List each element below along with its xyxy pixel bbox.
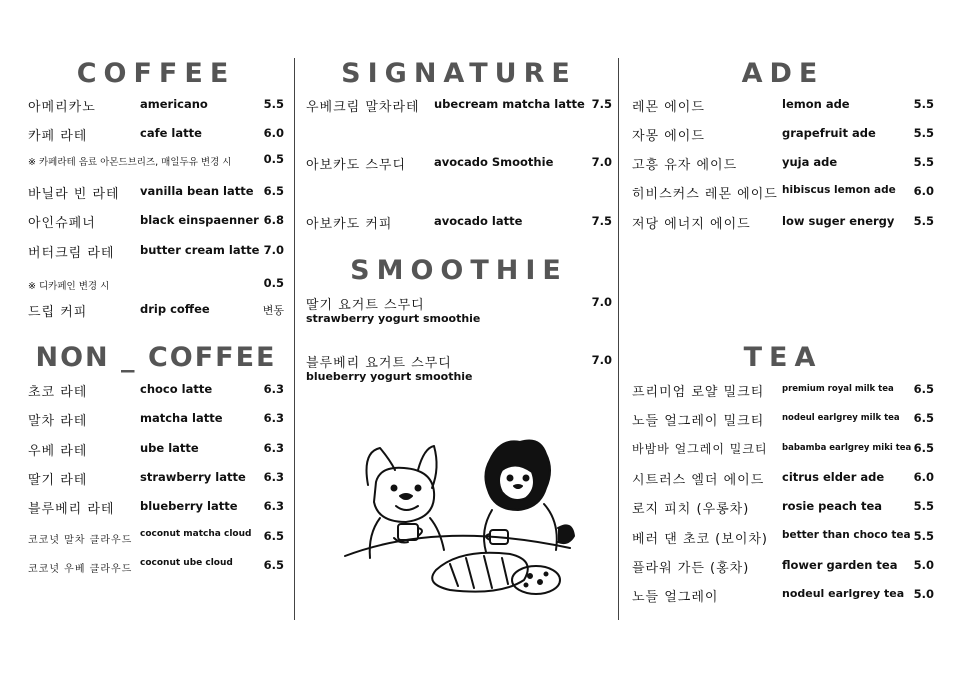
item-english-name: premium royal milk tea xyxy=(782,384,894,394)
item-price: 5.5 xyxy=(913,499,934,513)
item-price: 7.0 xyxy=(591,155,612,169)
item-korean-name: 초코 라테 xyxy=(28,385,88,400)
item-english-name: grapefruit ade xyxy=(782,126,876,140)
item-korean-name: 노들 얼그레이 밀크티 xyxy=(632,414,765,429)
menu-item xyxy=(28,440,284,462)
item-price: 6.3 xyxy=(263,411,284,425)
item-english-name: low suger energy xyxy=(782,214,895,228)
item-english-name: rosie peach tea xyxy=(782,499,883,513)
item-english-name: coconut ube cloud xyxy=(140,558,233,568)
item-price: 0.5 xyxy=(263,152,284,166)
item-korean-name: 플라워 가든 (홍차) xyxy=(632,561,750,576)
menu-item xyxy=(28,212,284,234)
menu-item xyxy=(632,440,934,462)
item-price: 6.5 xyxy=(263,184,284,198)
menu-item xyxy=(306,213,612,235)
item-price: 6.3 xyxy=(263,382,284,396)
item-english-name: cafe latte xyxy=(140,126,202,140)
item-korean-name: 로지 피치 (우롱차) xyxy=(632,502,750,517)
item-korean-name: 저당 에너지 에이드 xyxy=(632,217,751,232)
item-english-name: matcha latte xyxy=(140,411,223,425)
menu-item xyxy=(632,410,934,432)
menu-item xyxy=(28,498,284,520)
item-korean-name: 버터크림 라테 xyxy=(28,246,115,261)
item-english-name: flower garden tea xyxy=(782,558,898,572)
item-english-name: babamba earlgrey miki tea xyxy=(782,443,912,453)
menu-item xyxy=(306,352,612,388)
item-english-name: hibiscus lemon ade xyxy=(782,184,896,196)
item-price: 7.0 xyxy=(263,243,284,257)
item-korean-name: 프리미엄 로얄 밀크티 xyxy=(632,385,765,400)
menu-item xyxy=(632,498,934,520)
item-english-name: ubecream matcha latte xyxy=(434,97,585,111)
menu-item xyxy=(632,96,934,118)
item-english-name: avocado Smoothie xyxy=(434,155,554,169)
section-heading-tea: TEA xyxy=(743,342,823,373)
item-price: 6.3 xyxy=(263,470,284,484)
item-price: 5.0 xyxy=(913,558,934,572)
section-heading-non-coffee: NON _ COFFEE xyxy=(35,342,277,373)
item-price: 6.3 xyxy=(263,499,284,513)
menu-item xyxy=(28,96,284,118)
menu-item xyxy=(28,301,284,323)
item-english-name: butter cream latte xyxy=(140,243,260,257)
item-english-name: nodeul earlgrey milk tea xyxy=(782,413,900,423)
section-heading-signature: SIGNATURE xyxy=(341,58,577,89)
item-price: 5.5 xyxy=(913,155,934,169)
item-english-name: ube latte xyxy=(140,441,199,455)
item-english-name: blueberry latte xyxy=(140,499,238,513)
menu-item xyxy=(28,557,284,579)
item-korean-name: 우베 라테 xyxy=(28,444,88,459)
menu-item xyxy=(632,183,934,205)
item-korean-name: 코코넛 말차 클라우드 xyxy=(28,535,133,546)
item-price: 6.5 xyxy=(913,441,934,455)
menu-item xyxy=(632,528,934,550)
menu-item xyxy=(28,242,284,264)
item-price: 7.5 xyxy=(591,97,612,111)
item-english-name: choco latte xyxy=(140,382,213,396)
item-korean-name: 딸기 요거트 스무디 xyxy=(306,298,425,313)
item-korean-name: 바밤바 얼그레이 밀크티 xyxy=(632,442,768,456)
item-english-name: strawberry yogurt smoothie xyxy=(306,312,481,325)
item-english-name: lemon ade xyxy=(782,97,850,111)
item-price: 변동 xyxy=(262,304,284,317)
item-korean-name: 히비스커스 레몬 에이드 xyxy=(632,187,778,202)
item-price: 6.8 xyxy=(263,213,284,227)
item-price: 5.5 xyxy=(263,97,284,111)
menu-item xyxy=(632,381,934,403)
dogs-with-coffee-and-bread-illustration xyxy=(340,430,590,600)
item-korean-name: 블루베리 요거트 스무디 xyxy=(306,356,452,371)
item-note: ※ 카페라테 음료 아몬드브리즈, 매일두유 변경 시 xyxy=(28,157,232,168)
item-korean-name: 블루베리 라테 xyxy=(28,502,115,517)
item-price: 5.5 xyxy=(913,126,934,140)
item-price: 5.5 xyxy=(913,529,934,543)
item-price: 7.5 xyxy=(591,214,612,228)
item-price: 6.0 xyxy=(913,470,934,484)
item-korean-name: 아메리카노 xyxy=(28,100,96,115)
item-korean-name: 고흥 유자 에이드 xyxy=(632,158,738,173)
item-price: 6.5 xyxy=(913,411,934,425)
item-price: 6.0 xyxy=(263,126,284,140)
menu-item xyxy=(306,96,612,118)
section-heading-smoothie: SMOOTHIE xyxy=(350,255,568,286)
item-price: 6.3 xyxy=(263,441,284,455)
item-korean-name: 바닐라 빈 라테 xyxy=(28,187,120,202)
item-price: 6.5 xyxy=(263,529,284,543)
menu-item xyxy=(632,557,934,579)
item-price: 7.0 xyxy=(591,353,612,367)
menu-item xyxy=(632,154,934,176)
item-english-name: avocado latte xyxy=(434,214,523,228)
item-korean-name: 우베크림 말차라테 xyxy=(306,100,420,115)
item-price: 7.0 xyxy=(591,295,612,309)
item-korean-name: 노들 얼그레이 xyxy=(632,590,719,605)
menu-item xyxy=(28,410,284,432)
item-korean-name: 자몽 에이드 xyxy=(632,129,705,144)
menu-note xyxy=(28,151,284,173)
item-price: 0.5 xyxy=(263,276,284,290)
menu-item xyxy=(306,154,612,176)
column-divider xyxy=(294,58,295,620)
item-price: 5.0 xyxy=(913,587,934,601)
item-english-name: nodeul earlgrey tea xyxy=(782,587,905,600)
item-english-name: americano xyxy=(140,97,208,111)
item-korean-name: 레몬 에이드 xyxy=(632,100,705,115)
item-price: 5.5 xyxy=(913,97,934,111)
item-english-name: yuja ade xyxy=(782,155,838,169)
menu-item xyxy=(632,125,934,147)
item-price: 6.0 xyxy=(913,184,934,198)
section-heading-coffee: COFFEE xyxy=(76,58,236,89)
menu-item xyxy=(632,213,934,235)
item-english-name: strawberry latte xyxy=(140,470,246,484)
item-english-name: coconut matcha cloud xyxy=(140,529,252,539)
item-korean-name: 아보카도 스무디 xyxy=(306,158,407,173)
item-price: 6.5 xyxy=(913,382,934,396)
menu-item xyxy=(28,183,284,205)
item-korean-name: 말차 라테 xyxy=(28,414,88,429)
menu-item xyxy=(28,381,284,403)
item-price: 6.5 xyxy=(263,558,284,572)
item-english-name: drip coffee xyxy=(140,302,210,316)
item-korean-name: 카페 라테 xyxy=(28,129,88,144)
item-price: 5.5 xyxy=(913,214,934,228)
item-korean-name: 코코넛 우베 클라우드 xyxy=(28,564,133,575)
item-english-name: citrus elder ade xyxy=(782,470,885,484)
column-divider xyxy=(618,58,619,620)
menu-note xyxy=(28,275,284,297)
item-english-name: vanilla bean latte xyxy=(140,184,254,198)
item-korean-name: 시트러스 엘더 에이드 xyxy=(632,473,765,488)
item-korean-name: 베러 댄 초코 (보이차) xyxy=(632,532,769,547)
menu-item xyxy=(28,125,284,147)
item-korean-name: 딸기 라테 xyxy=(28,473,88,488)
menu-item xyxy=(28,469,284,491)
item-korean-name: 아인슈페너 xyxy=(28,216,96,231)
item-korean-name: 드립 커피 xyxy=(28,305,88,320)
menu-item xyxy=(632,469,934,491)
item-english-name: better than choco tea xyxy=(782,529,911,541)
menu-item xyxy=(306,294,612,330)
item-korean-name: 아보카도 커피 xyxy=(306,217,393,232)
item-english-name: black einspaenner xyxy=(140,213,259,227)
section-heading-ade: ADE xyxy=(741,58,825,89)
item-note: ※ 디카페인 변경 시 xyxy=(28,281,110,292)
menu-item xyxy=(28,528,284,550)
menu-item xyxy=(632,586,934,608)
item-english-name: blueberry yogurt smoothie xyxy=(306,370,473,383)
